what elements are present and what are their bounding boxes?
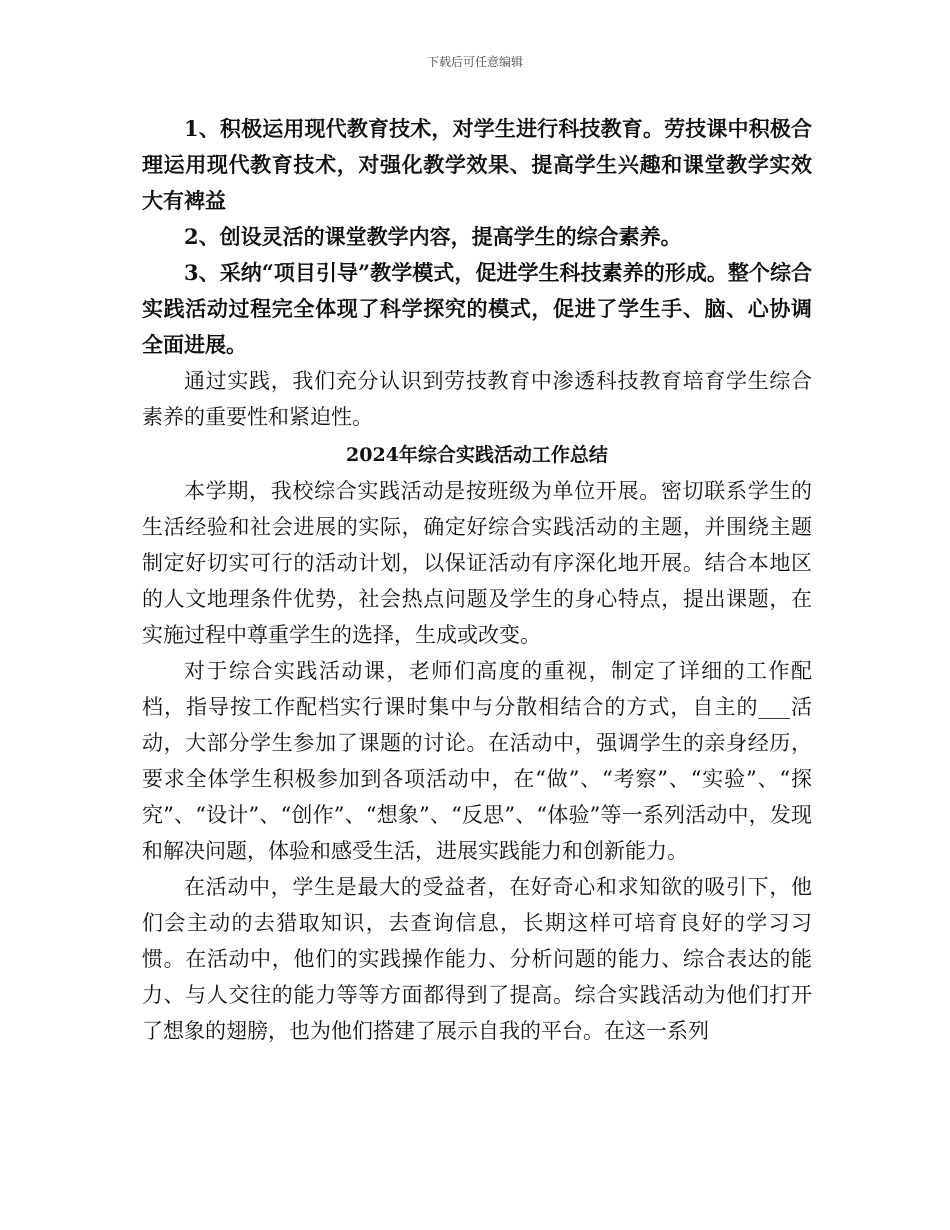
- body-paragraph-1: 本学期，我校综合实践活动是按班级为单位开展。密切联系学生的生活经验和社会进展的实际，确定好综合实践活动的主题，并围绕主题制定好切实可行的活动计划，以保证活动有序深化地开展。结合本地区的人文地理条件优势，社会热点问题及学生的身心特点，提出课题，在实施过程中尊重学生的选择，生成或改变。: [142, 479, 812, 647]
- body-paragraph-3: 在活动中，学生是最大的受益者，在好奇心和求知欲的吸引下，他们会主动的去猎取知识，去查询信息，长期这样可培育良好的学习习惯。在活动中，他们的实践操作能力、分析问题的能力、综合表达的能力、与人交往的能力等等方面都得到了提高。综合实践活动为他们打开了想象的翅膀，也为他们搭建了展示自我的平台。在这一系列: [142, 875, 812, 1043]
- list-item-1: 1、积极运用现代教育技术，对学生进行科技教育。劳技课中积极合理运用现代教育技术，对强化教学效果、提高学生兴趣和课堂教学实效大有裨益: [142, 116, 812, 213]
- list-item-3: 3、采纳“项目引导”教学模式，促进学生科技素养的形成。整个综合实践活动过程完全体现了科学探究的模式，促进了学生手、脑、心协调全面进展。: [142, 260, 812, 357]
- list-item-2: 2、创设灵活的课堂教学内容，提高学生的综合素养。: [184, 224, 682, 249]
- document-body: [142, 111, 812, 1049]
- section-title: 2024年综合实践活动工作总结: [346, 444, 608, 466]
- conclusion-paragraph: 通过实践，我们充分认识到劳技教育中渗透科技教育培育学生综合素养的重要性和紧迫性。: [142, 369, 812, 429]
- page-header: 下载后可任意编辑: [426, 55, 523, 69]
- body-paragraph-2: 对于综合实践活动课，老师们高度的重视，制定了详细的工作配档，指导按工作配档实行课时集中与分散相结合的方式，自主的___活动，大部分学生参加了课题的讨论。在活动中，强调学生的亲身经历，要求全体学生积极参加到各项活动中，在“做”、“考察”、“实验”、“探究”、“设计”、“创作”、“想象”、“反思”、“体验”等一系列活动中，发现和解决问题，体验和感受生活，进展实践能力和创新能力。: [142, 659, 812, 863]
